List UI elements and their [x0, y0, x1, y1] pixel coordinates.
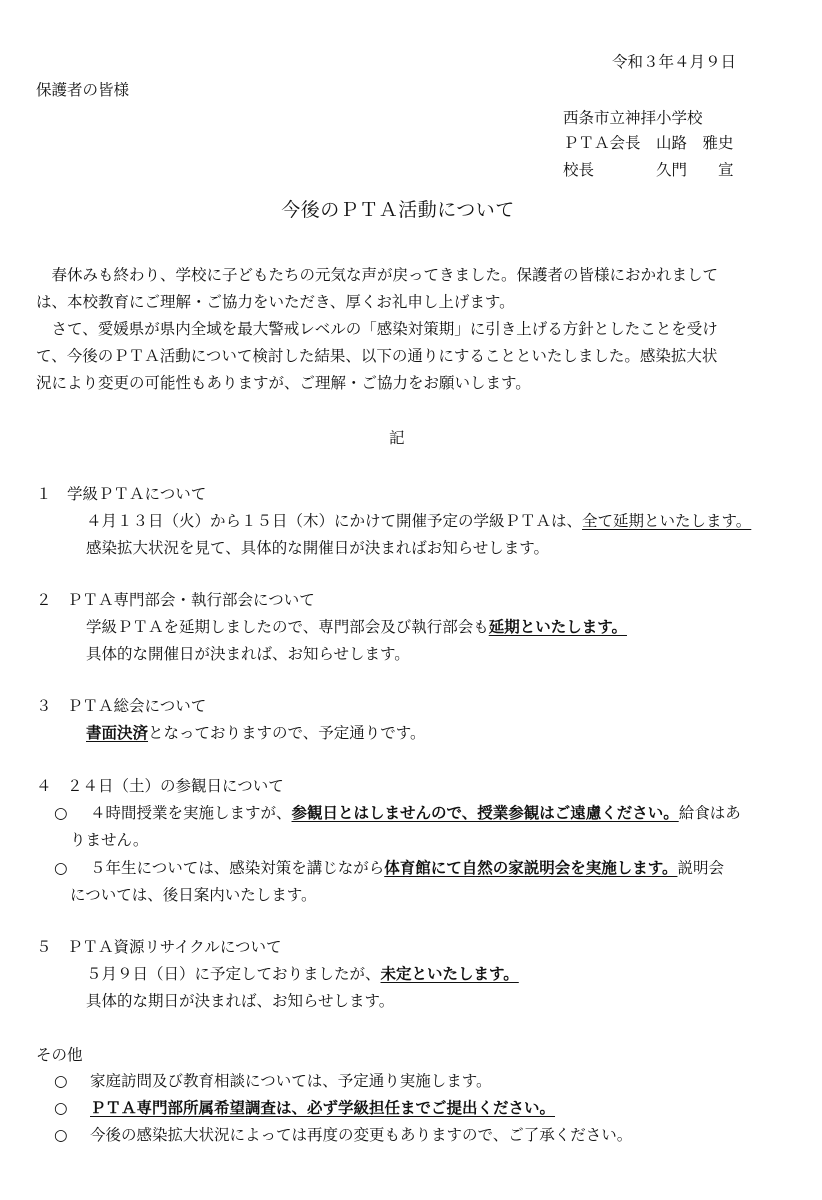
principal-role: 校長: [563, 161, 595, 179]
other-item-2: ＰＴＡ専門部所属希望調査は、必ず学級担任までご提出ください。: [90, 1099, 556, 1117]
other-item-1-mark: ○: [54, 1072, 68, 1090]
section-5-line-1: [86, 964, 519, 984]
section-3-heading: ３ ＰＴＡ総会について: [36, 697, 207, 715]
section-4-bullet-1-text: ４時間授業を実施しますが、: [90, 804, 292, 822]
other-item-1: 家庭訪問及び教育相談については、予定通り実施します。: [90, 1072, 492, 1090]
ki-marker: 記: [389, 429, 405, 447]
section-2-line-1: [86, 617, 627, 637]
section-2-heading: ２ ＰＴＡ専門部会・執行部会について: [36, 591, 315, 609]
section-4-bullet-1-mark: ○: [54, 804, 68, 822]
section-2-line-2: 具体的な開催日が決まれば、お知らせします。: [86, 645, 410, 663]
section-4-bullet-2-emphasis: 体育館にて自然の家説明会を実施します。: [384, 859, 678, 877]
section-5-line-2: 具体的な期日が決まれば、お知らせします。: [86, 992, 395, 1010]
document-date: 令和３年４月９日: [612, 53, 737, 71]
section-4-bullet-2-mark: ○: [54, 859, 68, 877]
section-3-emphasis: 書面決済: [86, 724, 149, 742]
pta-president-name: 山路 雅史: [656, 134, 734, 152]
document-title: 今後のＰＴＡ活動について: [281, 199, 515, 221]
intro-line-4: て、今後のＰＴＡ活動について検討した結果、以下の通りにすることといたしました。感染拡大状: [36, 347, 718, 365]
section-4-heading: ４ ２４日（土）の参観日について: [36, 777, 284, 795]
intro-line-1: 春休みも終わり、学校に子どもたちの元気な声が戻ってきました。保護者の皆様におかれまして: [36, 266, 719, 284]
other-item-2-mark: ○: [54, 1099, 68, 1117]
section-5-emphasis: 未定といたします。: [380, 965, 519, 983]
section-4-bullet-2-text: ５年生については、感染対策を講じながら: [90, 859, 385, 877]
section-4-bullet-1-tail: 給食はあ: [678, 804, 741, 822]
section-3-line-1: [86, 723, 425, 743]
other-item-3-mark: ○: [54, 1126, 68, 1144]
section-3-line-1-text: となっておりますので、予定通りです。: [148, 724, 426, 742]
section-1-emphasis: 全て延期といたします。: [582, 512, 752, 530]
section-5-line-1-text: ５月９日（日）に予定しておりましたが、: [86, 965, 381, 983]
section-1-line-1: [86, 511, 751, 531]
section-1-line-2: 感染拡大状況を見て、具体的な開催日が決まればお知らせします。: [86, 539, 549, 557]
section-1-heading: １ 学級ＰＴＡについて: [36, 485, 207, 503]
section-4-bullet-1-line-2: りません。: [70, 831, 149, 849]
section-4-bullet-2-line-2: については、後日案内いたします。: [70, 886, 317, 904]
section-2-line-1-text: 学級ＰＴＡを延期しましたので、専門部会及び執行部会も: [86, 618, 489, 636]
section-4-bullet-1-emphasis: 参観日とはしませんので、授業参観はご遠慮ください。: [291, 804, 679, 822]
pta-president-role: ＰＴＡ会長: [563, 134, 641, 152]
section-1-line-1-text: ４月１３日（火）から１５日（木）にかけて開催予定の学級ＰＴＡは、: [86, 512, 583, 530]
other-heading: その他: [36, 1046, 83, 1064]
section-2-emphasis: 延期といたします。: [488, 618, 627, 636]
section-4-bullet-2-tail: 説明会: [677, 859, 724, 877]
intro-line-2: は、本校教育にご理解・ご協力をいただき、厚くお礼申し上げます。: [36, 293, 515, 311]
section-4-bullet-1: [90, 803, 741, 823]
intro-line-3: さて、愛媛県が県内全域を最大警戒レベルの「感染対策期」に引き上げる方針としたことを受け: [36, 320, 718, 338]
addressee: 保護者の皆様: [36, 81, 130, 99]
section-4-bullet-2: [90, 858, 724, 878]
principal-name: 久門 宣: [656, 161, 734, 179]
school-name: 西条市立神拝小学校: [563, 109, 703, 127]
intro-line-5: 況により変更の可能性もありますが、ご理解・ご協力をお願いします。: [36, 374, 531, 392]
section-5-heading: ５ ＰＴＡ資源リサイクルについて: [36, 938, 282, 956]
other-item-3: 今後の感染拡大状況によっては再度の変更もありますので、ご了承ください。: [90, 1126, 633, 1144]
